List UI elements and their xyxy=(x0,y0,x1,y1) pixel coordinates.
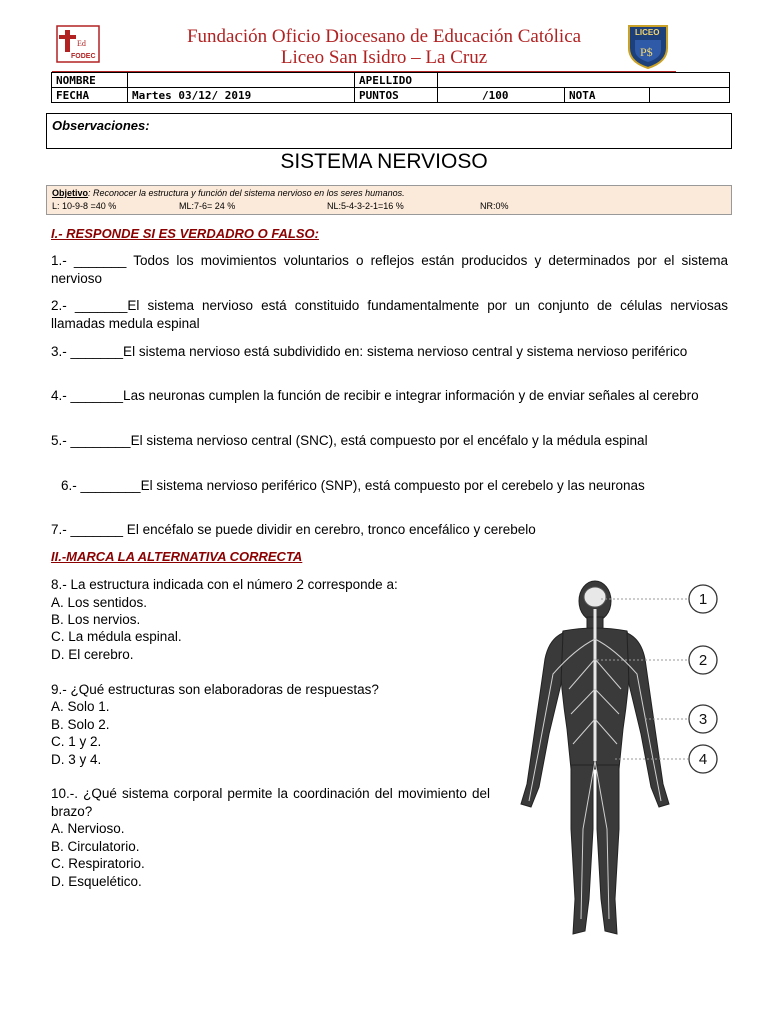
q10-option-c: C. Respiratorio. xyxy=(51,856,145,871)
school-name: Fundación Oficio Diocesano de Educación Católica xyxy=(186,26,582,47)
q8-option-a: A. Los sentidos. xyxy=(51,595,148,610)
diagram-label-4: 4 xyxy=(698,751,708,768)
tf-item-5: 5.- ________El sistema nervioso central (SNC), está compuesto por el encéfalo y la médula espinal xyxy=(51,433,648,448)
tf-item-4: 4.- _______Las neuronas cumplen la función de recibir e integrar información y de enviar señales al cerebro xyxy=(51,388,699,403)
q9-option-d: D. 3 y 4. xyxy=(51,752,102,767)
puntos-value: /100 xyxy=(438,88,565,103)
tf-item-7: 7.- _______ El encéfalo se puede dividir en cerebro, tronco encefálico y cerebelo xyxy=(51,522,536,537)
observaciones-label: Observaciones: xyxy=(52,118,150,133)
objective-text: : Reconocer la estructura y función del sistema nervioso en los seres humanos. xyxy=(88,188,405,198)
q8-option-d: D. El cerebro. xyxy=(51,647,134,662)
svg-text:P$: P$ xyxy=(640,45,653,59)
diagram-label-3: 3 xyxy=(698,711,708,728)
nervous-system-diagram xyxy=(505,579,745,944)
q10-question: 10.-. ¿Qué sistema corporal permite la coordinación del movimiento del brazo? xyxy=(51,786,490,819)
school-branch: Liceo San Isidro – La Cruz xyxy=(280,47,488,68)
q9-option-a: A. Solo 1. xyxy=(51,699,110,714)
brain-icon xyxy=(584,587,606,607)
q8-option-b: B. Los nervios. xyxy=(51,612,141,627)
level-l: L: 10-9-8 =40 % xyxy=(52,201,117,211)
tf-item-6: 6.- ________El sistema nervioso periférico (SNP), está compuesto por el cerebelo y las neuronas xyxy=(61,478,645,493)
fecha-value: Martes 03/12/ 2019 xyxy=(128,88,355,103)
diagram-label-2: 2 xyxy=(698,652,708,669)
q10-option-d: D. Esquelético. xyxy=(51,874,142,889)
nota-label: NOTA xyxy=(565,88,650,103)
tf-item-2: 2.- _______El sistema nervioso está constituido fundamentalmente por un conjunto de células nerviosas llamadas medula espinal xyxy=(51,298,728,331)
q10-option-b: B. Circulatorio. xyxy=(51,839,140,854)
diagram-label-1: 1 xyxy=(698,591,708,608)
objective-line xyxy=(52,188,405,198)
tf-item-3: 3.- _______El sistema nervioso está subdividido en: sistema nervioso central y sistema nervioso periférico xyxy=(51,344,688,359)
apellido-label: APELLIDO xyxy=(355,73,438,88)
level-nl: NL:5-4-3-2-1=16 % xyxy=(327,201,404,211)
observaciones-box[interactable] xyxy=(46,113,732,149)
q10-option-a: A. Nervioso. xyxy=(51,821,125,836)
nota-field[interactable] xyxy=(650,88,730,103)
objective-label: Objetivo xyxy=(52,188,89,198)
fecha-label: FECHA xyxy=(52,88,128,103)
nombre-field[interactable] xyxy=(128,73,355,88)
right-logo-text: LICEO xyxy=(635,28,660,37)
q9-option-b: B. Solo 2. xyxy=(51,717,110,732)
svg-text:Ed: Ed xyxy=(77,39,86,48)
nombre-label: NOMBRE xyxy=(52,73,128,88)
level-ml: ML:7-6= 24 % xyxy=(179,201,236,211)
left-logo-text: FODEC xyxy=(71,53,96,60)
q8-option-c: C. La médula espinal. xyxy=(51,629,182,644)
puntos-label: PUNTOS xyxy=(355,88,438,103)
q9-question: 9.- ¿Qué estructuras son elaboradoras de respuestas? xyxy=(51,682,379,697)
apellido-field[interactable] xyxy=(438,73,730,88)
school-logo-right xyxy=(625,22,671,70)
section1-heading: I.- RESPONDE SI ES VERDADRO O FALSO: xyxy=(51,226,319,241)
level-nr: NR:0% xyxy=(480,201,509,211)
section2-heading: II.-MARCA LA ALTERNATIVA CORRECTA xyxy=(51,549,303,564)
q8-question: 8.- La estructura indicada con el número 2 corresponde a: xyxy=(51,577,398,592)
q9-option-c: C. 1 y 2. xyxy=(51,734,102,749)
objective-box xyxy=(46,185,732,215)
page-title: SISTEMA NERVIOSO xyxy=(280,150,488,173)
student-info-table xyxy=(51,72,730,103)
tf-item-1: 1.- _______ Todos los movimientos voluntarios o reflejos están producidos y determinados por el sistema nervioso xyxy=(51,253,728,286)
